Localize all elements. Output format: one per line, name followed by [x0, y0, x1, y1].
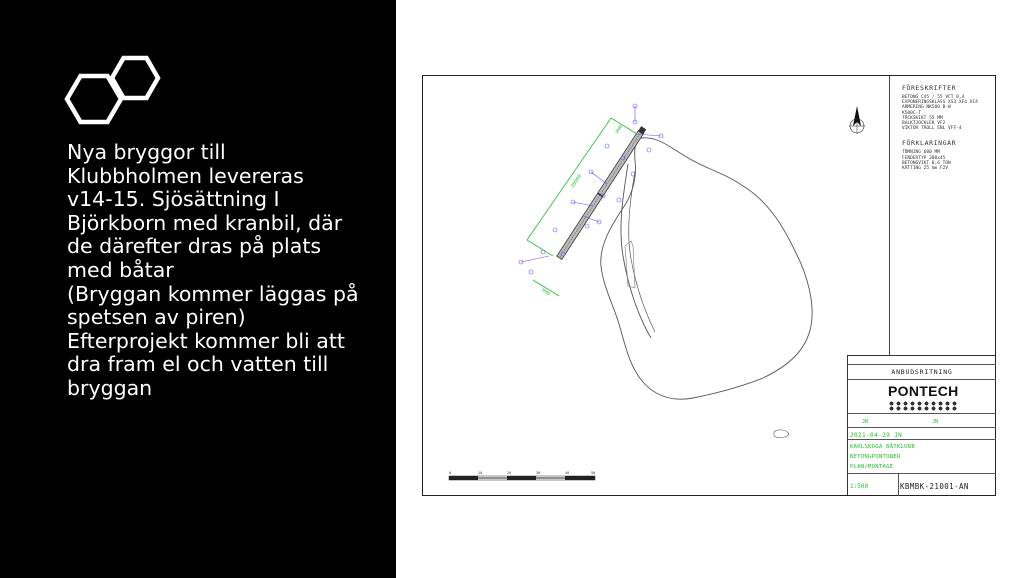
- text-line: spetsen av piren): [67, 305, 246, 330]
- drawing-number: KBMBK-21001-AN: [900, 482, 969, 491]
- scale-label: 10: [478, 471, 483, 475]
- dock-pontoon: [557, 126, 646, 259]
- text-line: Björkborn med kranbil, där: [67, 210, 343, 235]
- drawing-title: ANBUDSRITNING: [891, 368, 953, 376]
- brand-logo: PONTECH: [888, 383, 959, 399]
- note-line: EXPONERINGSKLASS XS3 XF4 XC4: [902, 100, 978, 106]
- scale-label: 30: [536, 471, 541, 475]
- note-line: TÄCKSKIKT 55 MM: [902, 115, 943, 121]
- note-line: TÖMNING 600 MM: [902, 150, 940, 156]
- title-row: [848, 365, 996, 380]
- text-line: Klubbholmen levereras: [67, 163, 304, 188]
- notes-heading: FÖRESKRIFTER: [902, 84, 957, 92]
- note-line: BETONG C45 / 55 VCT 0,4: [902, 95, 965, 100]
- brand-row: [848, 380, 996, 414]
- date-value: 2021-04-29 JN: [850, 432, 903, 439]
- client-row: [848, 440, 996, 474]
- sign-row: [848, 414, 996, 428]
- pier-inner: [629, 171, 655, 332]
- text-line: med båtar: [67, 257, 174, 282]
- slide-body-text: [67, 141, 387, 401]
- scale-label: 40: [565, 471, 570, 475]
- title-block: [847, 355, 995, 495]
- north-arrow-icon: [849, 106, 865, 134]
- text-line: Efterprojekt kommer bli att: [67, 328, 345, 353]
- technical-drawing: [422, 75, 996, 496]
- brand-dots-icon: [888, 401, 958, 411]
- notes-heading: FÖRKLARINGAR: [902, 139, 957, 148]
- dimension-lines: [527, 118, 637, 296]
- client-line: KARLSKOGA BÅTKLUBB: [850, 444, 916, 450]
- scale-label: 50: [591, 471, 596, 475]
- sign-value: JN: [932, 419, 939, 425]
- notes-panel: [889, 76, 995, 355]
- scale-bar: [449, 476, 595, 480]
- text-line: v14-15. Sjösättning I: [67, 187, 280, 212]
- note-line: K500C-T: [902, 110, 921, 116]
- dim-short: 3000: [613, 123, 624, 135]
- client-line: BETONGPONTONER: [850, 454, 901, 460]
- note-line: ARMERING NK500 B-W: [902, 105, 951, 111]
- dim-width: 3000: [540, 286, 552, 297]
- text-line: bryggan: [67, 375, 153, 400]
- left-text-panel: [0, 0, 396, 578]
- scale-label: 20: [507, 471, 512, 475]
- note-line: KÄTTING 25 mm F2V: [902, 166, 949, 172]
- text-line: dra fram el och vatten till: [67, 352, 329, 377]
- scale-label: 0: [449, 471, 452, 475]
- text-line: de därefter dras på plats: [67, 234, 322, 259]
- dim-long: 30000: [569, 173, 584, 190]
- revision-row: [848, 356, 996, 365]
- breakwater: [625, 241, 635, 288]
- sign-value: JN: [862, 419, 869, 425]
- number-row: [848, 474, 996, 496]
- text-line: Nya bryggor till: [67, 140, 226, 164]
- note-line: FENDERTYP 300x45: [902, 155, 946, 161]
- note-line: VIKTOR TROLL ENL VFF-4: [902, 126, 962, 132]
- text-line: (Bryggan kommer läggas på: [67, 281, 359, 306]
- note-line: BETONGVIKT 0,6 TON: [902, 160, 951, 166]
- note-line: BALKTJOCKLEK VF2: [902, 121, 946, 127]
- client-line: PLAN/MONTAGE: [850, 464, 894, 470]
- date-row: [848, 428, 996, 440]
- hexagon-logo-icon: [60, 52, 164, 132]
- islet: [774, 430, 789, 438]
- island-outline: [601, 138, 812, 399]
- scale-value: 1:500: [850, 483, 869, 490]
